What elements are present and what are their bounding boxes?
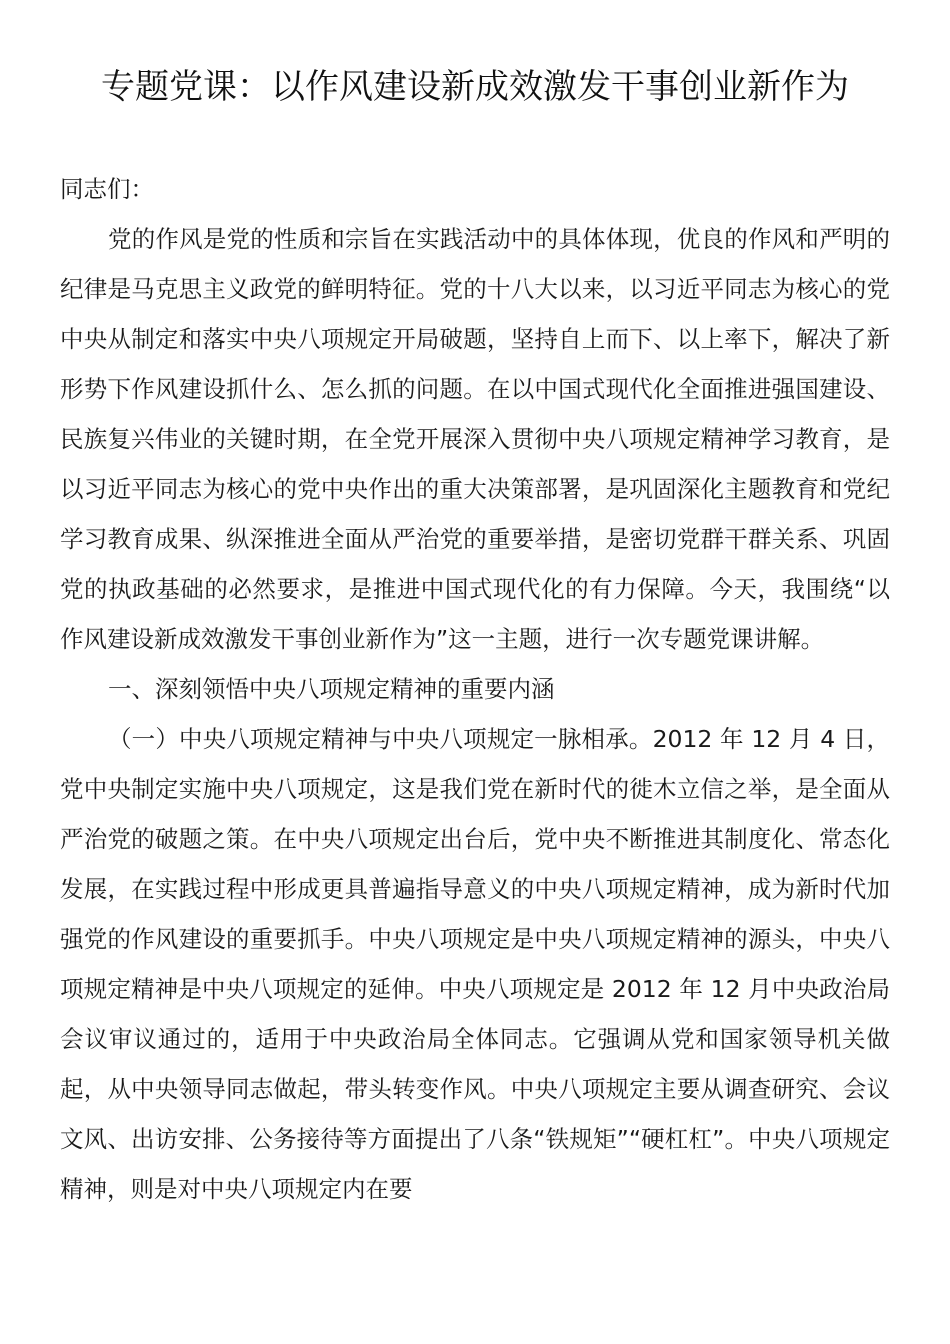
document-body — [60, 164, 890, 1214]
salutation: 同志们： — [60, 175, 154, 203]
page-title: 专题党课：以作风建设新成效激发干事创业新作为 — [101, 67, 849, 107]
section-heading: 一、深刻领悟中央八项规定精神的重要内涵 — [108, 675, 555, 703]
paragraph-intro: 党的作风是党的性质和宗旨在实践活动中的具体体现，优良的作风和严明的纪律是马克思主义政党的鲜明特征。党的十八大以来，以习近平同志为核心的党中央从制定和落实中央八项规定开局破题，坚持自上而下、以上率下，解决了新形势下作风建设抓什么、怎么抓的问题。在以中国式现代化全面推进强国建设、民族复兴伟业的关键时期，在全党开展深入贯彻中央八项规定精神学习教育，是以习近平同志为核心的党中央作出的重大决策部署，是巩固深化主题教育和党纪学习教育成果、纵深推进全面从严治党的重要举措，是密切党群干群关系、巩固党的执政基础的必然要求，是推进中国式现代化的有力保障。今天，我围绕“以作风建设新成效激发干事创业新作为”这一主题，进行一次专题党课讲解。 — [60, 225, 890, 653]
paragraph-subsection-1: （一）中央八项规定精神与中央八项规定一脉相承。2012 年 12 月 4 日，党中央制定实施中央八项规定，这是我们党在新时代的徙木立信之举，是全面从严治党的破题之策。在中央八项规定出台后，党中央不断推进其制度化、常态化发展，在实践过程中形成更具普遍指导意义的中央八项规定精神，成为新时代加强党的作风建设的重要抓手。中央八项规定是中央八项规定精神的源头，中央八项规定精神是中央八项规定的延伸。中央八项规定是 2012 年 12 月中央政治局会议审议通过的，适用于中央政治局全体同志。它强调从党和国家领导机关做起，从中央领导同志做起，带头转变作风。中央八项规定主要从调查研究、会议文风、出访安排、公务接待等方面提出了八条“铁规矩”“硬杠杠”。中央八项规定精神，则是对中央八项规定内在要 — [60, 725, 890, 1203]
